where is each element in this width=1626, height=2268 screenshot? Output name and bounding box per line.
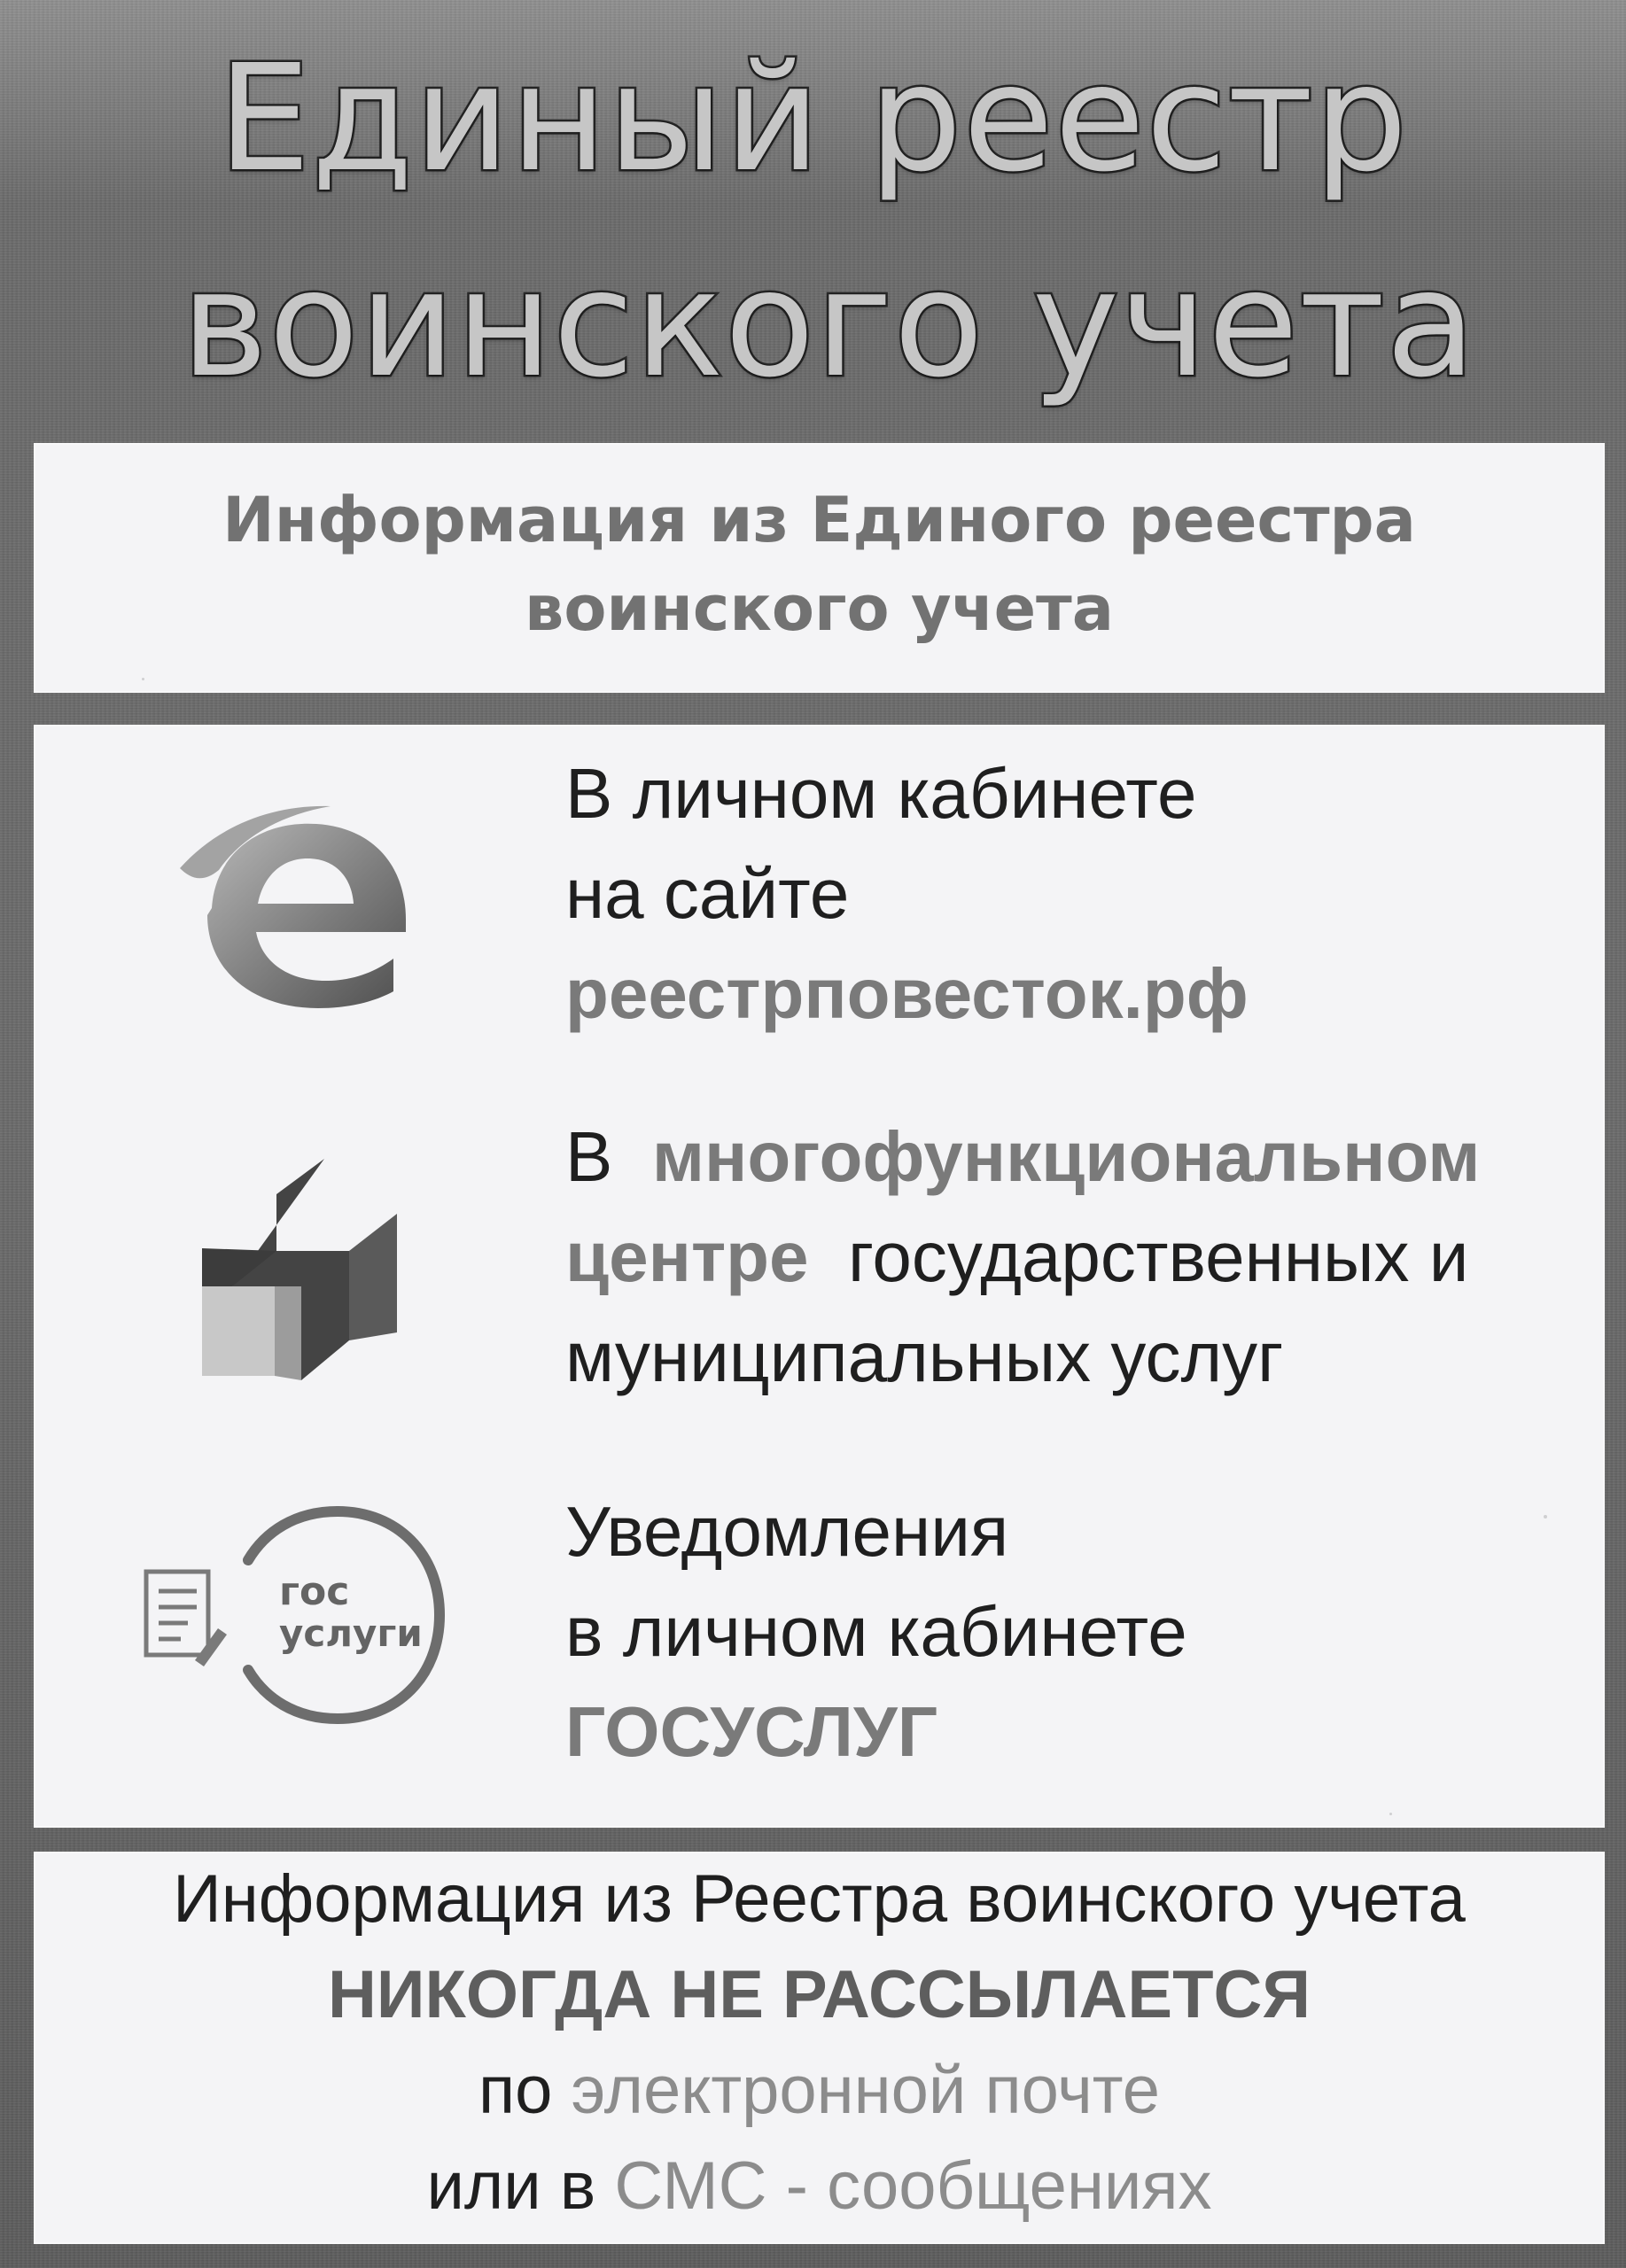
page-title-line-2: воинского учета: [181, 239, 1477, 410]
warning-sms-prefix: или в: [426, 2148, 596, 2224]
info-heading-line-1: Информация из Единого реестра: [222, 484, 1416, 556]
info-header-panel: [34, 443, 1605, 693]
channel-3-line-1: Уведомления: [565, 1492, 1009, 1571]
mfc-emphasis-line-1: многофункциональном: [651, 1117, 1481, 1196]
channel-1-line-2: на сайте: [565, 854, 850, 933]
warning-line-3: [34, 2052, 1605, 2129]
warning-line-4: [34, 2148, 1605, 2225]
channels-panel: [34, 725, 1605, 1828]
page-title-line-1: Единый реестр: [217, 34, 1409, 205]
mfc-emphasis-line-2: центре: [565, 1217, 809, 1296]
warning-sms-text: СМС - сообщениях: [614, 2148, 1212, 2224]
gosuslugi-logo-icon: [131, 1495, 477, 1735]
channel-2-line-3: муниципальных услуг: [565, 1317, 1284, 1396]
gosuslugi-label: ГОСУСЛУГ: [565, 1692, 938, 1771]
channel-3-line-2: в личном кабинете: [565, 1592, 1187, 1671]
edge-e-icon: [180, 804, 419, 1008]
gosuslugi-logo-text-top: гос: [279, 1569, 350, 1614]
channel-2-rest: государственных и: [847, 1217, 1469, 1296]
registry-site-link[interactable]: реестрповесток.рф: [565, 954, 1249, 1033]
scan-speck: [1389, 1813, 1392, 1815]
info-heading-line-2: воинского учета: [525, 572, 1114, 645]
channel-2-line-2: [565, 1215, 1468, 1300]
channel-2-prefix: В: [565, 1117, 613, 1196]
channel-1-line-1: В личном кабинете: [565, 754, 1197, 833]
mfc-logo-icon: [202, 1159, 397, 1389]
warning-panel: [34, 1852, 1605, 2244]
scan-speck: [142, 678, 144, 680]
channel-2-line-1: [565, 1115, 1480, 1200]
warning-email-text: электронной почте: [571, 2053, 1161, 2128]
gosuslugi-logo-text-bottom: услуги: [279, 1612, 423, 1655]
warning-line-1: Информация из Реестра воинского учета: [173, 1861, 1466, 1937]
warning-email-prefix: по: [478, 2053, 553, 2128]
warning-never-sent: НИКОГДА НЕ РАССЫЛАЕТСЯ: [327, 1957, 1311, 2032]
scan-speck: [1544, 1515, 1547, 1518]
